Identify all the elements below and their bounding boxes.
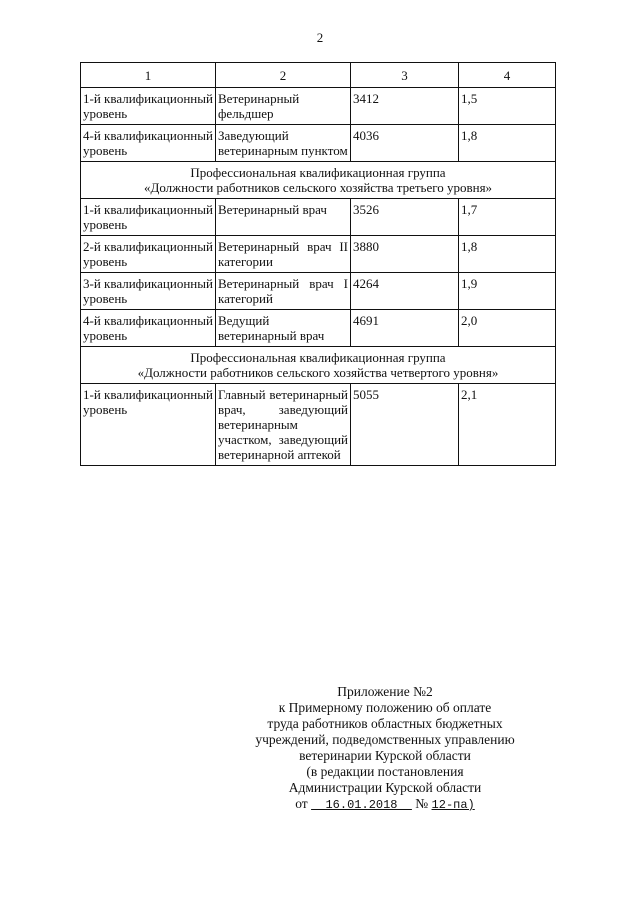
coefficient-cell: 1,7 [459, 199, 556, 236]
group-title-line: «Должности работников сельского хозяйства третьего уровня» [143, 180, 493, 195]
level-cell: 4-й квалификационный уровень [81, 125, 216, 162]
position-cell: Ветеринарный врач [216, 199, 351, 236]
table-row [81, 88, 556, 125]
appendix-line: труда работников областных бюджетных [267, 716, 503, 731]
salary-cell: 5055 [351, 384, 459, 466]
level-cell: 1-й квалификационный уровень [81, 384, 216, 466]
salary-cell: 4036 [351, 125, 459, 162]
appendix-line: (в редакции постановления [306, 764, 464, 779]
coefficient-cell: 1,9 [459, 273, 556, 310]
qualification-table [80, 62, 556, 466]
document-number: 12-па) [431, 798, 475, 812]
salary-cell: 4264 [351, 273, 459, 310]
table-header-row [81, 63, 556, 88]
column-header-1: 1 [81, 63, 216, 88]
position-cell: Заведующий ветеринарным пунктом [216, 125, 351, 162]
coefficient-cell: 1,8 [459, 125, 556, 162]
position-cell: Ведущий ветеринарный врач [216, 310, 351, 347]
group-header-row [81, 347, 556, 384]
group-title-line: «Должности работников сельского хозяйства четвертого уровня» [137, 365, 499, 380]
appendix-line: учреждений, подведомственных управлению [255, 732, 515, 747]
from-label: от [295, 796, 308, 811]
appendix-line: к Примерному положению об оплате [278, 700, 492, 715]
coefficient-cell: 1,8 [459, 236, 556, 273]
level-cell: 1-й квалификационный уровень [81, 88, 216, 125]
level-cell: 3-й квалификационный уровень [81, 273, 216, 310]
group-title-line: Профессиональная квалификационная группа [190, 165, 446, 180]
coefficient-cell: 2,1 [459, 384, 556, 466]
coefficient-cell: 1,5 [459, 88, 556, 125]
document-date-value: 16.01.2018 [325, 798, 398, 812]
position-cell: Главный ветеринарный врач, заведующий ветеринарным участком, заведующий ветеринарной аптекой [216, 384, 351, 466]
page-number: 2 [316, 30, 324, 45]
table-row [81, 236, 556, 273]
document-date [311, 798, 412, 812]
number-label: № [415, 796, 429, 811]
group-header-row [81, 162, 556, 199]
column-header-4: 4 [459, 63, 556, 88]
column-header-3: 3 [351, 63, 459, 88]
position-cell: Ветеринарный фельдшер [216, 88, 351, 125]
table-row [81, 384, 556, 466]
position-cell: Ветеринарный врач I категорий [216, 273, 351, 310]
level-cell: 1-й квалификационный уровень [81, 199, 216, 236]
group-title-line: Профессиональная квалификационная группа [190, 350, 446, 365]
level-cell: 4-й квалификационный уровень [81, 310, 216, 347]
group-title-fourth-level [81, 347, 556, 384]
table-row [81, 310, 556, 347]
position-cell: Ветеринарный врач II категории [216, 236, 351, 273]
appendix-title: Приложение №2 [337, 684, 433, 699]
appendix-date-line [230, 796, 540, 813]
group-title-third-level [81, 162, 556, 199]
table-row [81, 125, 556, 162]
salary-cell: 3880 [351, 236, 459, 273]
salary-cell: 4691 [351, 310, 459, 347]
table-row [81, 199, 556, 236]
salary-cell: 3526 [351, 199, 459, 236]
coefficient-cell: 2,0 [459, 310, 556, 347]
salary-cell: 3412 [351, 88, 459, 125]
appendix-block [230, 684, 540, 813]
column-header-2: 2 [216, 63, 351, 88]
table-row [81, 273, 556, 310]
appendix-line: Администрации Курской области [288, 780, 482, 795]
appendix-line: ветеринарии Курской области [299, 748, 471, 763]
level-cell: 2-й квалификационный уровень [81, 236, 216, 273]
